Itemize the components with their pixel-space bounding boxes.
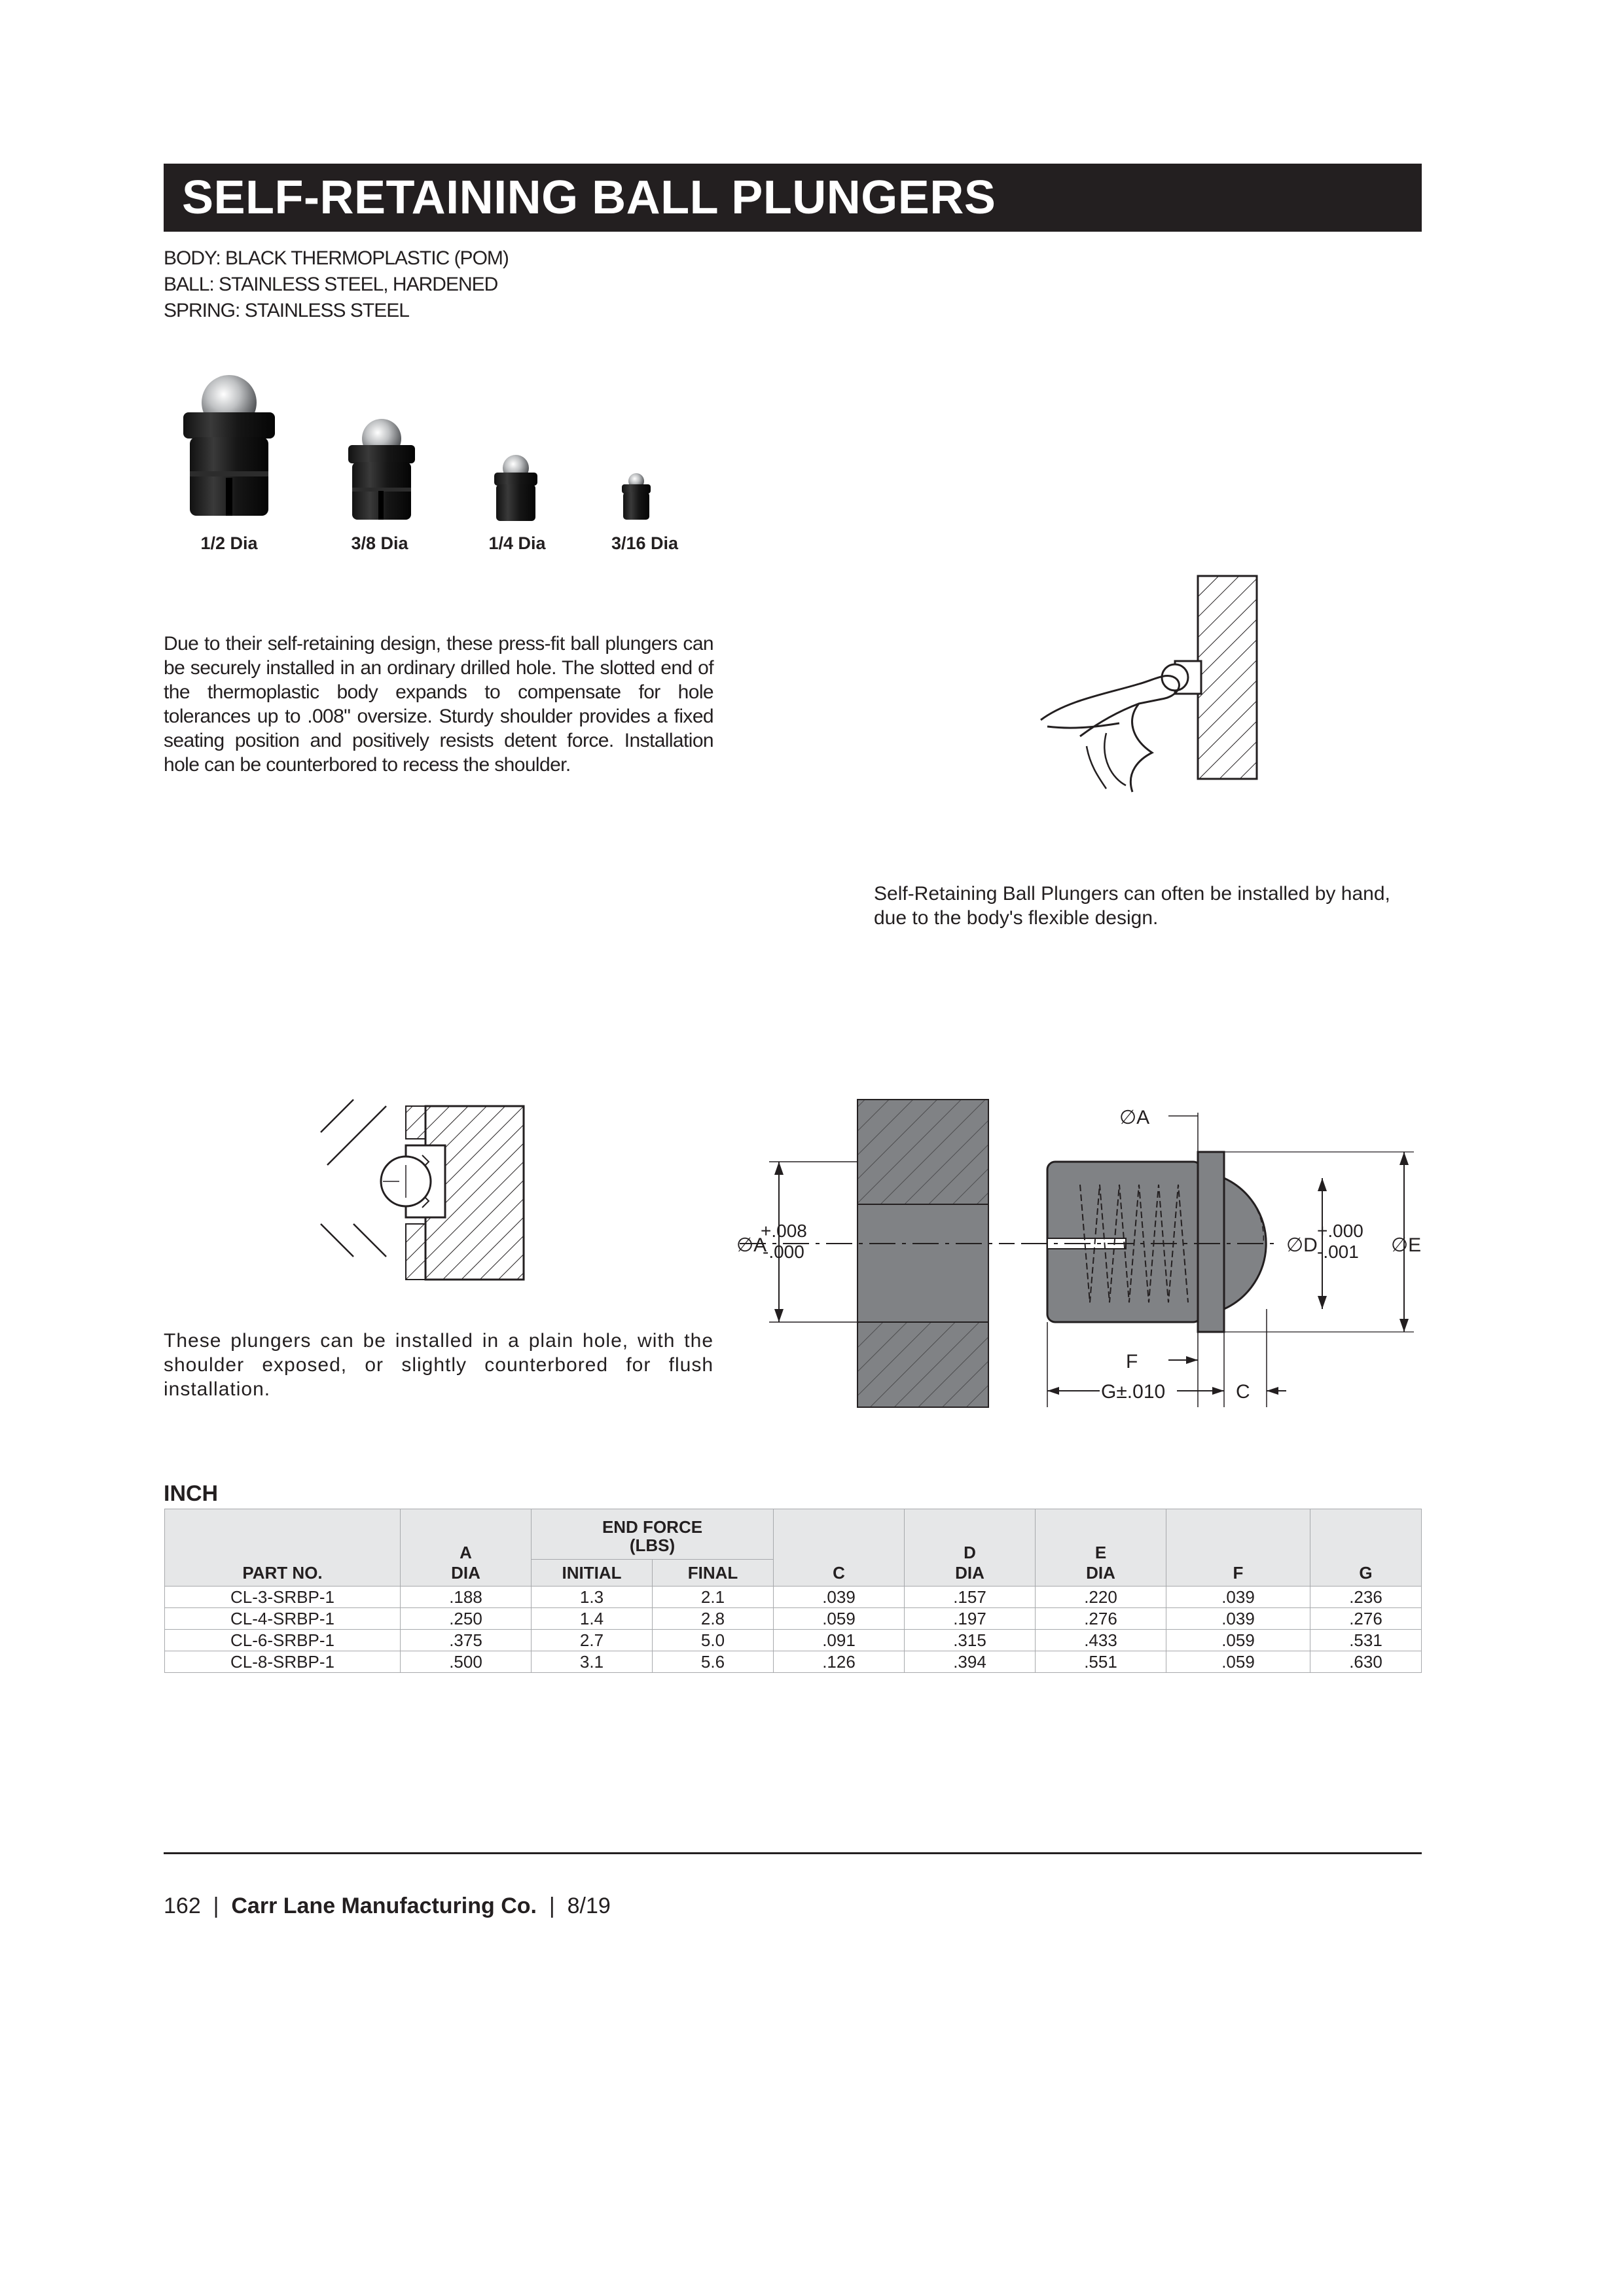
material-spring: SPRING: STAINLESS STEEL [164,300,409,321]
dim-a-label: ∅A [1119,1107,1150,1128]
dim-d-tol-minus: -.001 [1317,1242,1359,1262]
dim-e-label: ∅E [1391,1234,1422,1256]
cell-part-no: CL-4-SRBP-1 [165,1608,401,1630]
cell-final: 5.6 [653,1651,774,1673]
cell-c: .126 [774,1651,905,1673]
cell-e: .220 [1036,1587,1166,1608]
hand-install-drawing [1028,563,1276,838]
cell-c: .039 [774,1587,905,1608]
cell-d: .157 [905,1587,1036,1608]
table-row [165,1651,1422,1673]
page-title: SELF-RETAINING BALL PLUNGERS [182,171,996,224]
dim-g-label: G±.010 [1101,1381,1166,1403]
cell-f: .039 [1166,1608,1310,1630]
size-label-quarter: 1/4 Dia [488,533,546,553]
size-label-three-eighths: 3/8 Dia [351,533,408,553]
col-initial: INITIAL [532,1560,653,1587]
installation-section-drawing [314,1093,537,1283]
hand-install-caption: Self-Retaining Ball Plungers can often be installed by hand, due to the body's flexible design. [874,883,1390,929]
cell-e: .276 [1036,1608,1166,1630]
cell-d: .315 [905,1630,1036,1651]
col-d: D DIA [905,1509,1036,1587]
installation-caption: These plungers can be installed in a plain hole, with the shoulder exposed, or slightly counterbored for flush installation. [164,1330,713,1400]
cell-f: .039 [1166,1587,1310,1608]
dim-c-label: C [1236,1381,1250,1403]
page-number: 162 [164,1893,201,1918]
cell-a: .188 [401,1587,532,1608]
cell-final: 2.8 [653,1608,774,1630]
cell-final: 2.1 [653,1587,774,1608]
cell-a: .500 [401,1651,532,1673]
table-row [165,1587,1422,1608]
publication-date: 8/19 [567,1893,611,1918]
title-bar [164,164,1422,232]
col-f: F [1166,1509,1310,1587]
footer-separator: | [207,1893,225,1918]
product-description: Due to their self-retaining design, these press-fit ball plungers can be securely installed in an ordinary drilled hole. The slotted end of the thermoplastic body expands to compensate for hole tolerances up to .008" oversize. Sturdy shoulder provides a fixed seating position and positively resists detent force. Installation hole can be counterbored to recess the shoulder. [164,633,713,776]
footer-separator: | [543,1893,562,1918]
cell-a: .375 [401,1630,532,1651]
cell-part-no: CL-8-SRBP-1 [165,1651,401,1673]
table-row [165,1608,1422,1630]
dim-f-label: F [1126,1351,1138,1372]
cell-final: 5.0 [653,1630,774,1651]
cell-c: .059 [774,1608,905,1630]
cell-a: .250 [401,1608,532,1630]
size-label-three-sixteenths: 3/16 Dia [611,533,679,553]
material-body: BODY: BLACK THERMOPLASTIC (POM) [164,247,509,269]
cell-part-no: CL-3-SRBP-1 [165,1587,401,1608]
cell-c: .091 [774,1630,905,1651]
company-name: Carr Lane Manufacturing Co. [231,1893,537,1918]
col-e: E DIA [1036,1509,1166,1587]
cell-initial: 1.4 [532,1608,653,1630]
cell-initial: 2.7 [532,1630,653,1651]
dim-a-tol-plus: +.008 [761,1221,807,1241]
cell-f: .059 [1166,1630,1310,1651]
cell-g: .531 [1310,1630,1422,1651]
cell-g: .236 [1310,1587,1422,1608]
unit-label: INCH [164,1481,219,1506]
cell-d: .394 [905,1651,1036,1673]
cell-f: .059 [1166,1651,1310,1673]
dim-d-tol-plus: +.000 [1317,1221,1363,1241]
plunger-photo-three-sixteenths [622,473,651,520]
dimension-drawing [733,1086,1434,1414]
col-a: A DIA [401,1509,532,1587]
plunger-photo-half [183,375,275,516]
size-label-half: 1/2 Dia [200,533,258,553]
table-row [165,1630,1422,1651]
product-photos [164,373,753,530]
plunger-photo-three-eighths [348,419,415,520]
dim-a-hole-label: ∅A [736,1234,767,1256]
cell-e: .433 [1036,1630,1166,1651]
plunger-photo-quarter [494,455,537,521]
footer [164,1893,611,1919]
cell-d: .197 [905,1608,1036,1630]
footer-divider [164,1852,1422,1854]
cell-initial: 1.3 [532,1587,653,1608]
dim-a-tol-minus: -.000 [763,1242,804,1262]
col-final: FINAL [653,1560,774,1587]
col-end-force: END FORCE (LBS) [532,1509,774,1560]
cell-g: .630 [1310,1651,1422,1673]
dim-d-label: ∅D [1286,1234,1318,1256]
material-ball: BALL: STAINLESS STEEL, HARDENED [164,274,498,295]
cell-e: .551 [1036,1651,1166,1673]
col-g: G [1310,1509,1422,1587]
cell-part-no: CL-6-SRBP-1 [165,1630,401,1651]
cell-g: .276 [1310,1608,1422,1630]
spec-table [164,1509,1422,1673]
cell-initial: 3.1 [532,1651,653,1673]
col-c: C [774,1509,905,1587]
col-part-no: PART NO. [165,1509,401,1587]
